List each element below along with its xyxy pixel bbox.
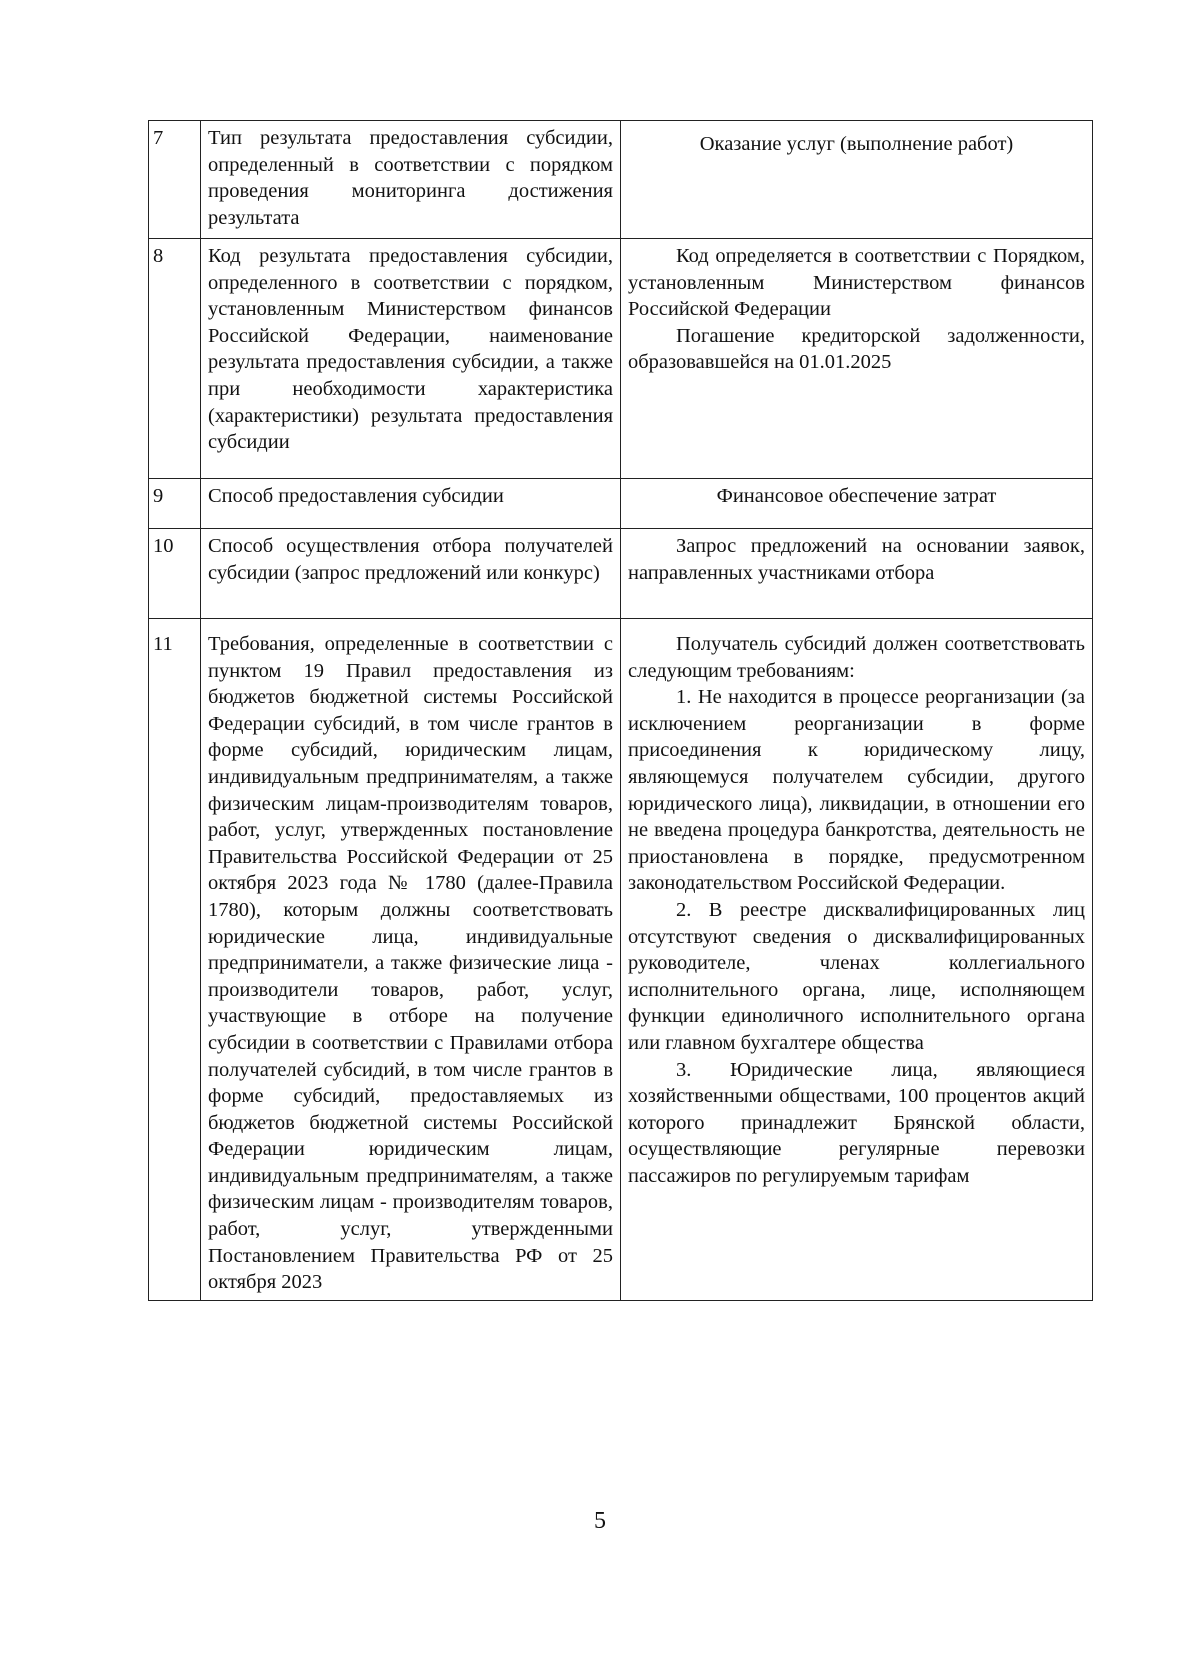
requirements-table <box>148 120 1093 1301</box>
page-number: 5 <box>594 1508 606 1534</box>
row-value <box>621 529 1093 619</box>
row-value: Оказание услуг (выполнение работ) <box>621 121 1093 239</box>
row-value <box>621 619 1093 1301</box>
table-row <box>149 479 1093 529</box>
row-value <box>621 239 1093 479</box>
row-number: 11 <box>149 619 201 1301</box>
row-number: 9 <box>149 479 201 529</box>
table-row <box>149 239 1093 479</box>
table-row <box>149 529 1093 619</box>
row-number: 8 <box>149 239 201 479</box>
value-paragraph: Запрос предложений на основании заявок, направленных участниками отбора <box>628 535 1085 584</box>
value-paragraph: 2. В реестре дисквалифицированных лиц отсутствуют сведения о дисквалифицированных руководителе, членах коллегиального исполнительного органа, лице, исполняющем функции единоличного исполнительного органа или главном бухгалтере общества <box>628 898 1085 1054</box>
row-number: 7 <box>149 121 201 239</box>
row-value: Финансовое обеспечение затрат <box>621 479 1093 529</box>
row-name: Код результата предоставления субсидии, определенного в соответствии с порядком, установленным Министерством финансов Российской Федерации, наименование результата предоставления субсидии, а также при необходимости характеристика (характеристики) результата предоставления субсидии <box>201 239 621 479</box>
row-name: Тип результата предоставления субсидии, определенный в соответствии с порядком проведения мониторинга достижения результата <box>201 121 621 239</box>
row-name: Способ предоставления субсидии <box>201 479 621 529</box>
row-name: Требования, определенные в соответствии с пунктом 19 Правил предоставления из бюджетов бюджетной системы Российской Федерации субсидий, в том числе грантов в форме субсидий, юридическим лицам, индивидуальным предпринимателям, а также физическим лицам-производителям товаров, работ, услуг, утвержденных постановление Правительства Российской Федерации от 25 октября 2023 года № 1780 (далее-Правила 1780), которым должны соответствовать юридические лица, индивидуальные предприниматели, а также физические лица - производители товаров, работ, услуг, участвующие в отборе на получение субсидии в соответствии с Правилами отбора получателей субсидий, в том числе грантов в форме субсидий, предоставляемых из бюджетов бюджетной системы Российской Федерации юридическим лицам, индивидуальным предпринимателям, а также физическим лицам - производителям товаров, работ, услуг, утвержденными Постановлением Правительства РФ от 25 октября 2023 <box>201 619 621 1301</box>
row-number: 10 <box>149 529 201 619</box>
value-paragraph: Код определяется в соответствии с Порядком, установленным Министерством финансов Российской Федерации <box>628 245 1085 321</box>
value-paragraph: Погашение кредиторской задолженности, образовавшейся на 01.01.2025 <box>628 324 1085 374</box>
row-name: Способ осуществления отбора получателей субсидии (запрос предложений или конкурс) <box>201 529 621 619</box>
table-row <box>149 619 1093 1301</box>
value-paragraph: Получатель субсидий должен соответствовать следующим требованиям: <box>628 633 1085 682</box>
value-paragraph: 1. Не находится в процессе реорганизации (за исключением реорганизации в форме присоединения к юридическому лицу, являющемуся получателем субсидии, другого юридического лица), ликвидации, в отношении его не введена процедура банкротства, деятельность не приостановлена в порядке, предусмотренном законодательством Российской Федерации. <box>628 686 1085 895</box>
table-row <box>149 121 1093 239</box>
value-paragraph: 3. Юридические лица, являющиеся хозяйственными обществами, 100 процентов акций которого принадлежит Брянской области, осуществляющие регулярные перевозки пассажиров по регулируемым тарифам <box>628 1058 1085 1187</box>
